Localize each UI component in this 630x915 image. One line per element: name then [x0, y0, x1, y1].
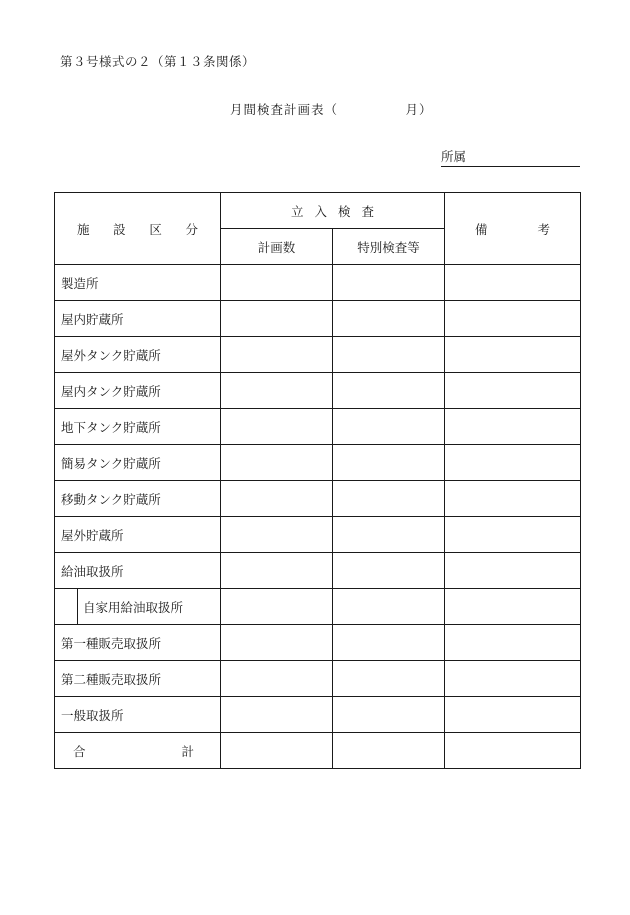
inspection-plan-table — [54, 192, 581, 769]
row-label: 給油取扱所 — [55, 553, 221, 589]
special-inspection-cell[interactable] — [333, 481, 445, 517]
row-label: 屋外貯蔵所 — [55, 517, 221, 553]
row-label-sub — [55, 589, 221, 625]
planned-count-cell[interactable] — [221, 589, 333, 625]
notes-cell[interactable] — [445, 661, 581, 697]
header-char: 入 — [314, 203, 327, 219]
planned-count-cell[interactable] — [221, 445, 333, 481]
planned-count-header: 計画数 — [221, 229, 333, 265]
total-char: 合 — [73, 743, 86, 759]
table-row — [55, 517, 581, 553]
notes-cell[interactable] — [445, 481, 581, 517]
header-char: 考 — [537, 221, 550, 237]
special-inspection-cell[interactable] — [333, 409, 445, 445]
special-inspection-header: 特別検査等 — [333, 229, 445, 265]
row-label: 自家用給油取扱所 — [83, 599, 184, 615]
notes-total-cell[interactable] — [445, 733, 581, 769]
special-inspection-cell[interactable] — [333, 265, 445, 301]
special-inspection-cell[interactable] — [333, 337, 445, 373]
form-reference: 第３号様式の２（第１３条関係） — [60, 54, 256, 69]
row-label: 簡易タンク貯蔵所 — [55, 445, 221, 481]
row-label: 地下タンク貯蔵所 — [55, 409, 221, 445]
row-label: 第二種販売取扱所 — [55, 661, 221, 697]
special-inspection-cell[interactable] — [333, 517, 445, 553]
sub-category-indent — [77, 589, 183, 624]
on-site-inspection-header — [221, 193, 445, 229]
planned-count-cell[interactable] — [221, 301, 333, 337]
notes-cell[interactable] — [445, 625, 581, 661]
row-label: 製造所 — [55, 265, 221, 301]
table-row — [55, 625, 581, 661]
affiliation-field[interactable] — [441, 147, 580, 167]
special-inspection-cell[interactable] — [333, 697, 445, 733]
header-char: 備 — [475, 221, 488, 237]
total-label — [55, 733, 221, 769]
row-label: 移動タンク貯蔵所 — [55, 481, 221, 517]
facility-category-header — [55, 193, 221, 265]
row-label: 第一種販売取扱所 — [55, 625, 221, 661]
header-char: 査 — [361, 203, 374, 219]
planned-count-cell[interactable] — [221, 661, 333, 697]
row-label: 一般取扱所 — [55, 697, 221, 733]
notes-cell[interactable] — [445, 301, 581, 337]
planned-count-cell[interactable] — [221, 337, 333, 373]
notes-cell[interactable] — [445, 517, 581, 553]
notes-cell[interactable] — [445, 697, 581, 733]
table-row — [55, 481, 581, 517]
table-row — [55, 661, 581, 697]
notes-cell[interactable] — [445, 589, 581, 625]
notes-cell[interactable] — [445, 445, 581, 481]
table-row-sub — [55, 589, 581, 625]
table-row — [55, 373, 581, 409]
planned-count-cell[interactable] — [221, 553, 333, 589]
header-char: 検 — [337, 203, 351, 219]
special-inspection-cell[interactable] — [333, 625, 445, 661]
header-row — [55, 193, 581, 229]
table-row — [55, 553, 581, 589]
special-inspection-total-cell[interactable] — [333, 733, 445, 769]
notes-cell[interactable] — [445, 553, 581, 589]
special-inspection-cell[interactable] — [333, 553, 445, 589]
planned-count-cell[interactable] — [221, 517, 333, 553]
table-row — [55, 301, 581, 337]
planned-count-cell[interactable] — [221, 481, 333, 517]
special-inspection-cell[interactable] — [333, 661, 445, 697]
table-row — [55, 697, 581, 733]
header-char: 分 — [185, 221, 198, 237]
notes-header — [445, 193, 581, 265]
special-inspection-cell[interactable] — [333, 589, 445, 625]
affiliation-label: 所属 — [441, 149, 467, 164]
header-char: 立 — [291, 203, 304, 219]
special-inspection-cell[interactable] — [333, 301, 445, 337]
header-char: 設 — [113, 221, 126, 237]
notes-cell[interactable] — [445, 373, 581, 409]
header-char: 施 — [77, 221, 90, 237]
document-title: 月間検査計画表（ 月） — [230, 102, 433, 117]
notes-cell[interactable] — [445, 265, 581, 301]
row-label: 屋内タンク貯蔵所 — [55, 373, 221, 409]
header-char: 区 — [149, 221, 162, 237]
total-row — [55, 733, 581, 769]
special-inspection-cell[interactable] — [333, 445, 445, 481]
row-label: 屋内貯蔵所 — [55, 301, 221, 337]
total-char: 計 — [181, 743, 194, 759]
planned-count-cell[interactable] — [221, 265, 333, 301]
planned-count-cell[interactable] — [221, 409, 333, 445]
table-row — [55, 265, 581, 301]
planned-count-cell[interactable] — [221, 373, 333, 409]
notes-cell[interactable] — [445, 337, 581, 373]
row-label: 屋外タンク貯蔵所 — [55, 337, 221, 373]
table-row — [55, 445, 581, 481]
planned-count-cell[interactable] — [221, 625, 333, 661]
special-inspection-cell[interactable] — [333, 373, 445, 409]
table-row — [55, 409, 581, 445]
notes-cell[interactable] — [445, 409, 581, 445]
planned-count-cell[interactable] — [221, 697, 333, 733]
table-row — [55, 337, 581, 373]
planned-count-total-cell[interactable] — [221, 733, 333, 769]
